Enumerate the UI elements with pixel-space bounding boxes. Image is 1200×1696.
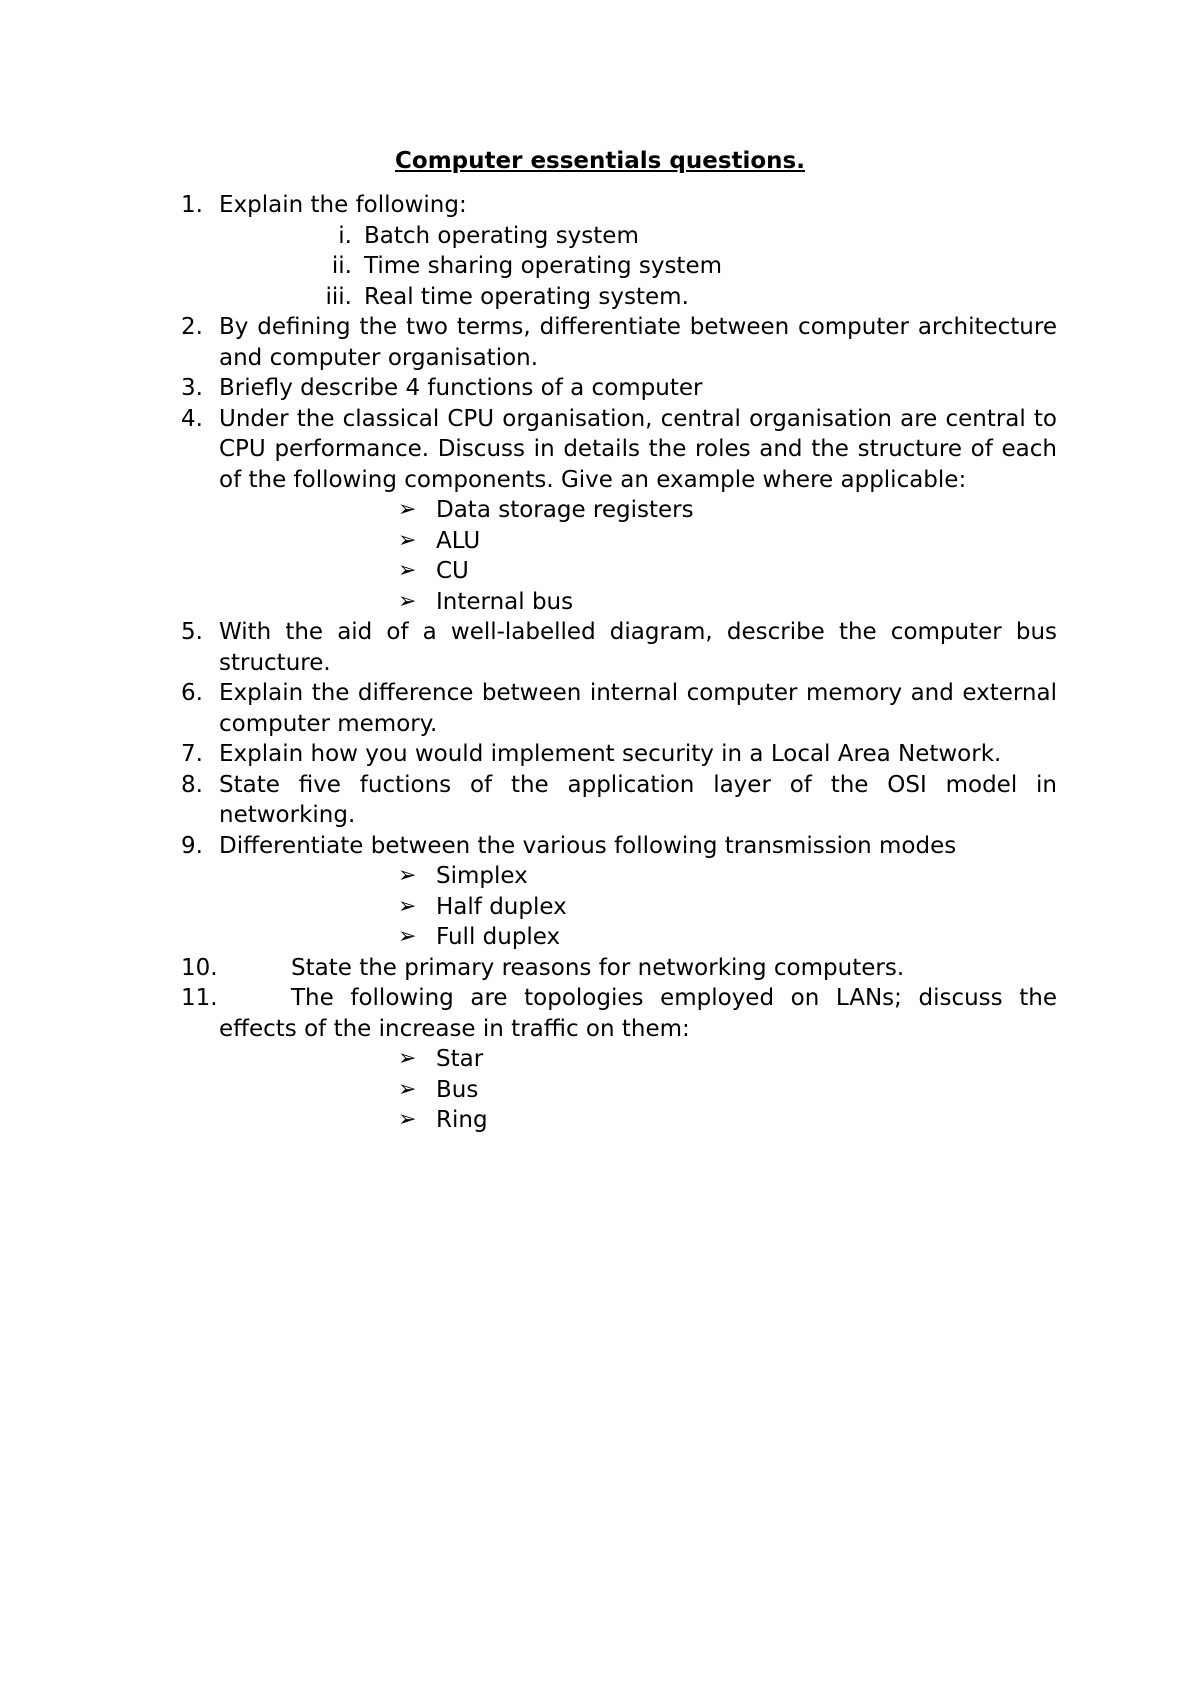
roman-item [325, 282, 1200, 313]
question-number: 11. [181, 985, 218, 1011]
bullet-item [398, 526, 1200, 557]
arrow-bullet-icon: ➢ [398, 588, 417, 614]
bullet-text: Internal bus [436, 588, 574, 615]
question-item [181, 678, 1057, 739]
question-item [181, 373, 1057, 404]
roman-numeral: i. [338, 222, 352, 249]
question-text: Briefly describe 4 functions of a computer [219, 375, 703, 401]
question-number: 5. [181, 619, 203, 645]
bullet-text: CU [436, 558, 469, 584]
bullet-item [398, 922, 1200, 953]
question-item [181, 404, 1057, 496]
question-number: 8. [181, 771, 203, 798]
question-number: 10. [181, 954, 218, 981]
arrow-bullet-icon: ➢ [398, 558, 417, 583]
bullet-text: Simplex [436, 863, 528, 889]
roman-item-text: Time sharing operating system [364, 253, 723, 279]
bullet-text: Data storage registers [436, 497, 694, 523]
bullet-item [398, 1075, 1200, 1106]
question-text: Explain the difference between internal computer memory and external computer memory. [219, 680, 1057, 737]
bullet-text: Star [436, 1046, 484, 1072]
question-item [181, 190, 1057, 221]
arrow-bullet-icon: ➢ [398, 863, 417, 888]
question-text: State the primary reasons for networking computers. [291, 954, 905, 981]
question-text: The following are topologies employed on LANs; discuss the effects of the increase in traffic on them: [219, 985, 1057, 1042]
question-number: 7. [181, 741, 203, 767]
question-number: 1. [181, 192, 203, 218]
arrow-bullet-icon: ➢ [398, 924, 417, 949]
bullet-item [398, 892, 1200, 923]
question-text: With the aid of a well-labelled diagram, describe the computer bus structure. [219, 619, 1057, 676]
bullet-item [398, 1044, 1200, 1075]
question-text: Differentiate between the various following transmission modes [219, 832, 957, 859]
question-text: Explain the following: [219, 192, 467, 218]
question-item [181, 739, 1057, 770]
roman-item [331, 251, 1200, 282]
arrow-bullet-icon: ➢ [398, 497, 417, 522]
question-text: State five fuctions of the application layer of the OSI model in networking. [219, 771, 1057, 828]
arrow-bullet-icon: ➢ [398, 1107, 417, 1132]
question-number: 6. [181, 680, 203, 706]
roman-item-text: Batch operating system [364, 222, 639, 249]
bullet-item [398, 861, 1200, 892]
roman-item-text: Real time operating system. [364, 283, 689, 310]
arrow-bullet-icon: ➢ [398, 527, 417, 553]
page-title: Computer essentials questions. [395, 148, 805, 174]
bullet-text: Full duplex [436, 924, 561, 950]
arrow-bullet-icon: ➢ [398, 1076, 417, 1102]
roman-item [338, 221, 1200, 252]
question-text: By defining the two terms, differentiate between computer architecture and computer organisation. [219, 314, 1057, 371]
question-item [181, 983, 1057, 1044]
question-text: Under the classical CPU organisation, central organisation are central to CPU performance. Discuss in details the roles and the structure of each of the following components. Give an example where applicable: [219, 405, 1057, 493]
roman-numeral: iii. [325, 283, 352, 310]
bullet-text: Ring [436, 1107, 488, 1133]
question-item [181, 312, 1057, 373]
question-item [181, 770, 1057, 831]
bullet-text: ALU [436, 527, 481, 554]
bullet-text: Bus [436, 1076, 479, 1103]
question-item [181, 953, 1057, 984]
question-number: 4. [181, 405, 203, 432]
bullet-item [398, 587, 1200, 618]
question-list [0, 190, 1200, 1136]
bullet-text: Half duplex [436, 893, 567, 920]
arrow-bullet-icon: ➢ [398, 1046, 417, 1071]
bullet-item [398, 1105, 1200, 1136]
question-number: 3. [181, 375, 203, 401]
roman-numeral: ii. [331, 253, 352, 279]
bullet-item [398, 556, 1200, 587]
question-text: Explain how you would implement security in a Local Area Network. [219, 741, 1002, 767]
bullet-item [398, 495, 1200, 526]
question-number: 2. [181, 314, 203, 340]
question-item [181, 617, 1057, 678]
arrow-bullet-icon: ➢ [398, 893, 417, 919]
question-item [181, 831, 1057, 862]
question-number: 9. [181, 832, 203, 859]
